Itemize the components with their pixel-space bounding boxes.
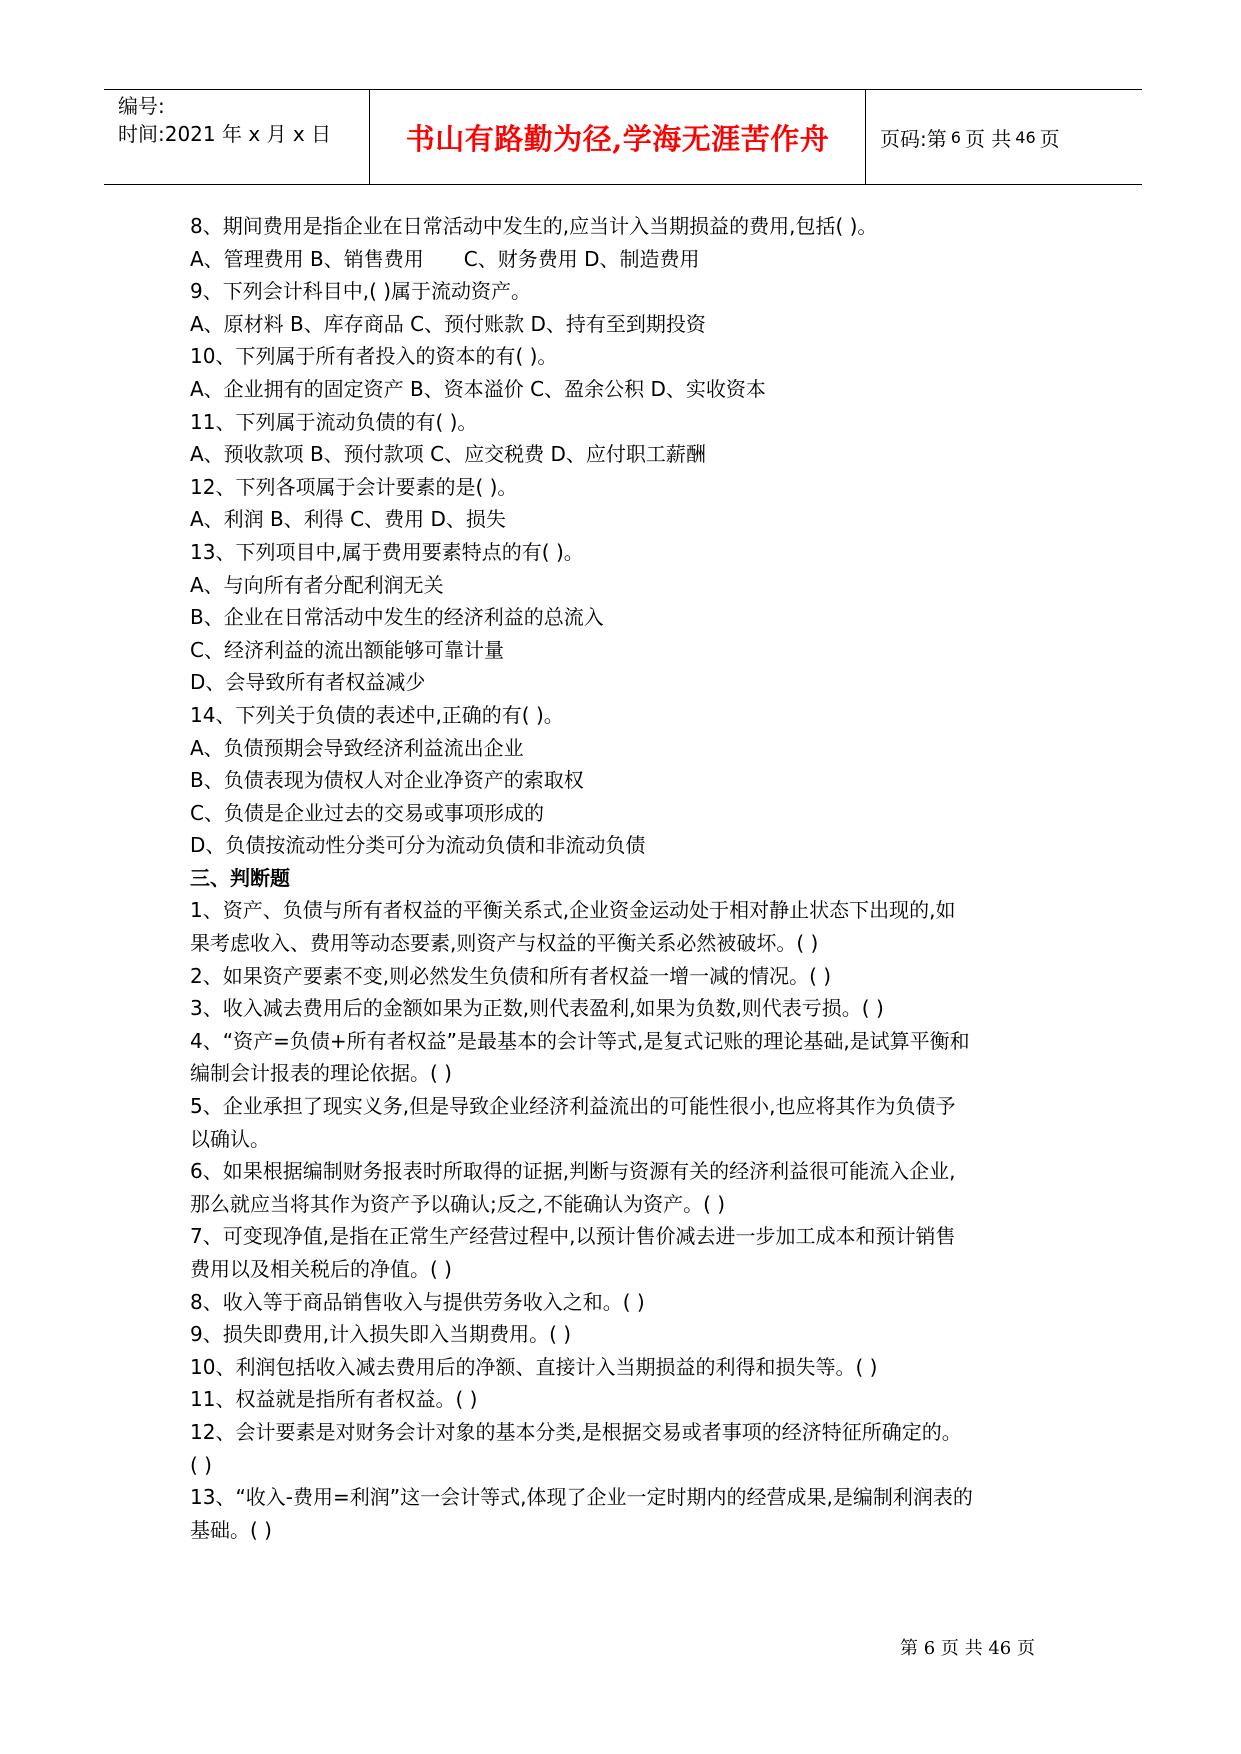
option-line: A、管理费用 B、销售费用 C、财务费用 D、制造费用 [190,246,700,271]
question-line: 那么就应当将其作为资产予以确认;反之,不能确认为资产。( ) [190,1191,726,1216]
question-line: 3、收入减去费用后的金额如果为正数,则代表盈利,如果为负数,则代表亏损。( ) [190,996,884,1021]
question-line: 11、下列属于流动负债的有( )。 [190,409,478,434]
option-line: C、负债是企业过去的交易或事项形成的 [190,800,544,825]
option-line: A、原材料 B、库存商品 C、预付账款 D、持有至到期投资 [190,311,706,336]
page-number: 6 [950,127,961,147]
option-line: C、经济利益的流出额能够可靠计量 [190,637,504,662]
question-line: 11、权益就是指所有者权益。( ) [190,1387,478,1412]
question-line: 8、收入等于商品销售收入与提供劳务收入之和。( ) [190,1289,645,1314]
section-heading: 三、判断题 [190,865,290,890]
document-body [190,210,1070,1546]
option-line: B、负债表现为债权人对企业净资产的索取权 [190,768,584,793]
option-line: D、负债按流动性分类可分为流动负债和非流动负债 [190,833,646,858]
question-line: 5、企业承担了现实义务,但是导致企业经济利益流出的可能性很小,也应将其作为负债予 [190,1094,956,1119]
question-line: 6、如果根据编制财务报表时所取得的证据,判断与资源有关的经济利益很可能流入企业, [190,1159,956,1184]
question-line: 10、下列属于所有者投入的资本的有( )。 [190,344,558,369]
question-line: 12、下列各项属于会计要素的是( )。 [190,474,518,499]
question-line: 8、期间费用是指企业在日常活动中发生的,应当计入当期损益的费用,包括( )。 [190,214,878,238]
question-line: 4、“资产=负债+所有者权益”是最基本的会计等式,是复式记账的理论基础,是试算平衡和 [190,1028,970,1053]
option-line: A、预收款项 B、预付款项 C、应交税费 D、应付职工薪酬 [190,442,706,467]
question-line: 果考虑收入、费用等动态要素,则资产与权益的平衡关系必然被破坏。( ) [190,931,819,956]
option-line: A、企业拥有的固定资产 B、资本溢价 C、盈余公积 D、实收资本 [190,376,766,401]
number-label: 编号: [118,94,165,118]
header-meta [104,90,369,184]
option-line: B、企业在日常活动中发生的经济利益的总流入 [190,605,604,630]
question-line: 7、可变现净值,是指在正常生产经营过程中,以预计售价减去进一步加工成本和预计销售 [190,1224,956,1249]
page-footer: 第 6 页 共 46 页 [900,1638,1035,1659]
option-line: A、利润 B、利得 C、费用 D、损失 [190,507,506,532]
question-line: 1、资产、负债与所有者权益的平衡关系式,企业资金运动处于相对静止状态下出现的,如 [190,898,956,923]
option-line: A、与向所有者分配利润无关 [190,572,444,597]
time-label: 时间:2021 年 x 月 x 日 [118,122,332,146]
header-motto: 书山有路勤为径,学海无涯苦作舟 [369,90,866,184]
question-line: 基础。( ) [190,1517,272,1542]
question-line: 12、会计要素是对财务会计对象的基本分类,是根据交易或者事项的经济特征所确定的。 [190,1419,962,1444]
page-header [104,89,1142,185]
page-total: 46 [1015,127,1036,147]
question-line: 2、如果资产要素不变,则必然发生负债和所有者权益一增一减的情况。( ) [190,963,832,988]
question-line: 10、利润包括收入减去费用后的净额、直接计入当期损益的利得和损失等。( ) [190,1354,878,1379]
question-line: 9、损失即费用,计入损失即入当期费用。( ) [190,1322,572,1347]
question-line: 费用以及相关税后的净值。( ) [190,1257,452,1281]
question-line: 编制会计报表的理论依据。( ) [190,1061,452,1086]
option-line: D、会导致所有者权益减少 [190,670,426,695]
header-page-info [866,90,1142,184]
option-line: A、负债预期会导致经济利益流出企业 [190,735,524,760]
question-line: 13、下列项目中,属于费用要素特点的有( )。 [190,539,584,564]
question-line: 9、下列会计科目中,( )属于流动资产。 [190,279,532,304]
page-mid: 页 共 [964,126,1012,151]
question-line: 以确认。 [190,1126,270,1151]
page-suffix: 页 [1039,126,1060,151]
page-prefix: 页码:第 [880,126,947,151]
question-line: 14、下列关于负债的表述中,正确的有( )。 [190,702,564,727]
question-line: 13、“收入-费用=利润”这一会计等式,体现了企业一定时期内的经营成果,是编制利润表的 [190,1485,973,1510]
question-line: ( ) [190,1452,212,1477]
